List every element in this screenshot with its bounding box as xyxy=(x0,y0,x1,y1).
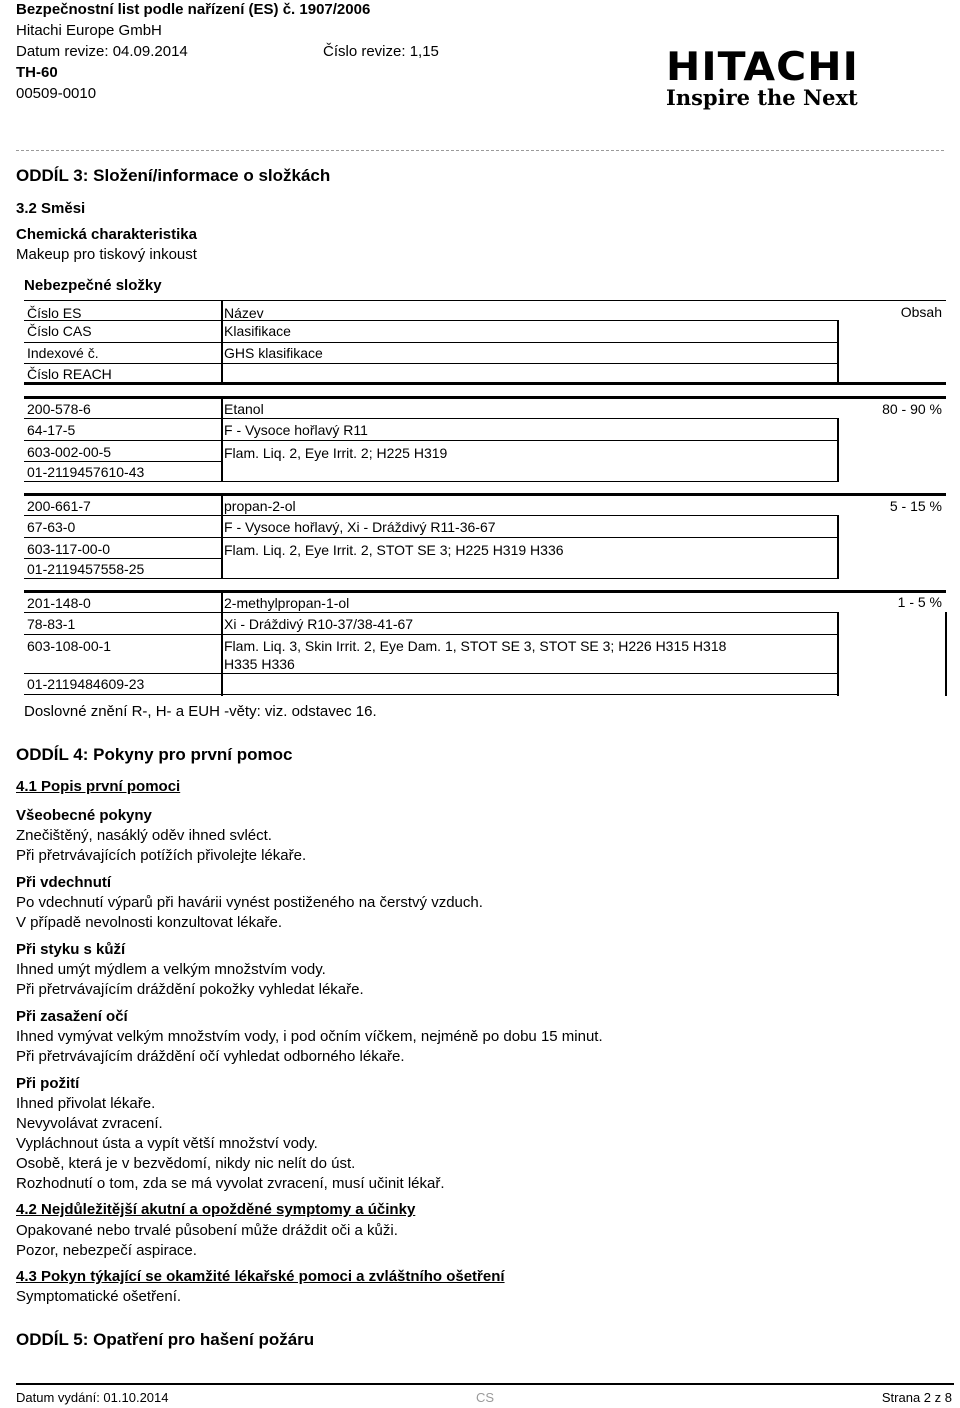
general-line: Znečištěný, nasáklý oděv ihned svléct. xyxy=(16,827,272,844)
col-header-reach: Číslo REACH xyxy=(27,366,112,382)
row1-cas: 64-17-5 xyxy=(27,422,76,438)
row3-es: 201-148-0 xyxy=(27,595,91,611)
product-code: TH-60 xyxy=(16,64,58,81)
page-number: Strana 2 z 8 xyxy=(881,1390,952,1405)
row-rule xyxy=(24,515,838,516)
ingestion-line: Vypláchnout ústa a vypít větší množství vody. xyxy=(16,1135,318,1152)
row2-ghs: Flam. Liq. 2, Eye Irrit. 2, STOT SE 3; H225 H319 H336 xyxy=(224,542,564,558)
header-bottom-rule xyxy=(24,382,946,385)
row2-es: 200-661-7 xyxy=(27,498,91,514)
row3-content: 1 - 5 % xyxy=(897,594,942,610)
row-rule xyxy=(24,320,838,321)
logo-tagline: Inspire the Next xyxy=(666,85,858,110)
skin-line: Při přetrvávajícím dráždění pokožky vyhledat lékaře. xyxy=(16,981,364,998)
section4-title: ODDÍL 4: Pokyny pro první pomoc xyxy=(16,745,293,764)
col-rule xyxy=(945,612,947,696)
col-rule xyxy=(837,612,839,696)
row3-index: 603-108-00-1 xyxy=(27,638,112,654)
ingestion-line: Osobě, která je v bezvědomí, nikdy nic nelít do úst. xyxy=(16,1155,356,1172)
section3-sub: 3.2 Směsi xyxy=(16,200,86,217)
row2-cas: 67-63-0 xyxy=(27,519,76,535)
row3-class: Xi - Dráždivý R10-37/38-41-67 xyxy=(224,616,414,632)
col-header-ghs: GHS klasifikace xyxy=(224,345,323,361)
header-divider xyxy=(16,150,944,151)
general-heading: Všeobecné pokyny xyxy=(16,807,152,824)
row-rule xyxy=(24,461,222,462)
footer-rule xyxy=(16,1383,954,1385)
ingestion-line: Ihned přivolat lékaře. xyxy=(16,1095,156,1112)
section4-sub3: 4.3 Pokyn týkající se okamžité lékařské pomoci a zvláštního ošetření xyxy=(16,1268,505,1285)
row-rule xyxy=(24,363,838,364)
general-line: Při přetrvávajících potížích přivolejte lékaře. xyxy=(16,847,307,864)
section4-sub2: 4.2 Nejdůležitější akutní a opožděné symptomy a účinky xyxy=(16,1201,416,1218)
row-rule xyxy=(24,694,838,695)
row-rule xyxy=(24,673,838,674)
row1-ghs: Flam. Liq. 2, Eye Irrit. 2; H225 H319 xyxy=(224,445,448,461)
row3-ghs-cont: H335 H336 xyxy=(224,656,295,672)
issue-date: Datum vydání: 01.10.2014 xyxy=(16,1390,169,1405)
regulation-title: Bezpečnostní list podle nařízení (ES) č. 1907/2006 xyxy=(16,1,371,18)
col-rule xyxy=(837,418,839,482)
eye-line: Ihned vymývat velkým množstvím vody, i pod očním víčkem, nejméně po dobu 15 minut. xyxy=(16,1028,603,1045)
row2-reach: 01-2119457558-25 xyxy=(27,561,145,577)
row3-cas: 78-83-1 xyxy=(27,616,76,632)
col-rule xyxy=(837,320,839,383)
row1-index: 603-002-00-5 xyxy=(27,444,112,460)
logo-wordmark: HITACHI xyxy=(666,45,859,90)
row-top-rule xyxy=(24,493,946,496)
eye-line: Při přetrvávajícím dráždění očí vyhledat odborného lékaře. xyxy=(16,1048,405,1065)
company-name: Hitachi Europe GmbH xyxy=(16,22,162,39)
row2-index: 603-117-00-0 xyxy=(27,541,111,557)
skin-line: Ihned umýt mýdlem a velkým množstvím vody. xyxy=(16,961,326,978)
symptoms-line: Pozor, nebezpečí aspirace. xyxy=(16,1242,197,1259)
row1-reach: 01-2119457610-43 xyxy=(27,464,145,480)
row1-name: Etanol xyxy=(224,401,264,417)
row-rule xyxy=(24,634,838,635)
col-header-name: Název xyxy=(224,305,264,321)
row-rule xyxy=(24,612,838,613)
ingestion-line: Nevyvolávat zvracení. xyxy=(16,1115,163,1132)
col-header-cas: Číslo CAS xyxy=(27,323,92,339)
hitachi-logo xyxy=(666,45,866,110)
row-rule xyxy=(24,537,838,538)
col-rule xyxy=(221,590,223,696)
col-rule xyxy=(837,515,839,579)
row3-name: 2-methylpropan-1-ol xyxy=(224,595,350,611)
rphrase-note: Doslovné znění R-, H- a EUH -věty: viz. odstavec 16. xyxy=(24,703,377,720)
col-rule xyxy=(221,396,223,482)
row1-es: 200-578-6 xyxy=(27,401,91,417)
row2-content: 5 - 15 % xyxy=(889,498,942,514)
col-header-content: Obsah xyxy=(900,304,942,320)
col-header-class: Klasifikace xyxy=(224,323,291,339)
ingestion-line: Rozhodnutí o tom, zda se má vyvolat zvracení, musí učinit lékař. xyxy=(16,1175,445,1192)
skin-heading: Při styku s kůží xyxy=(16,941,126,958)
ingestion-heading: Při požití xyxy=(16,1075,80,1092)
row2-class: F - Vysoce hořlavý, Xi - Dráždivý R11-36-67 xyxy=(224,519,496,535)
row-rule xyxy=(24,342,838,343)
chem-label: Chemická charakteristika xyxy=(16,226,197,243)
inhalation-line: Po vdechnutí výparů při havárii vynést postiženého na čerstvý vzduch. xyxy=(16,894,483,911)
section5-title: ODDÍL 5: Opatření pro hašení požáru xyxy=(16,1330,315,1349)
revision-date: Datum revize: 04.09.2014 xyxy=(16,43,188,60)
row-rule xyxy=(24,440,838,441)
row-rule xyxy=(24,418,838,419)
symptoms-line: Opakované nebo trvalé působení může dráždit oči a kůži. xyxy=(16,1222,398,1239)
eye-heading: Při zasažení očí xyxy=(16,1008,128,1025)
row2-name: propan-2-ol xyxy=(224,498,296,514)
section4-sub1: 4.1 Popis první pomoci xyxy=(16,778,181,795)
row3-reach: 01-2119484609-23 xyxy=(27,676,145,692)
row-top-rule xyxy=(24,590,946,593)
row-rule xyxy=(24,578,838,579)
row-top-rule xyxy=(24,396,946,399)
col-rule xyxy=(221,493,223,579)
chem-value: Makeup pro tiskový inkoust xyxy=(16,246,197,263)
row-rule xyxy=(24,558,222,559)
section3-title: ODDÍL 3: Složení/informace o složkách xyxy=(16,166,331,185)
row1-class: F - Vysoce hořlavý R11 xyxy=(224,422,368,438)
row1-content: 80 - 90 % xyxy=(882,401,942,417)
col-header-index: Indexové č. xyxy=(27,345,99,361)
table-top-rule xyxy=(24,300,946,301)
treatment-line: Symptomatické ošetření. xyxy=(16,1288,182,1305)
language-code: CS xyxy=(476,1390,495,1405)
col-rule xyxy=(221,300,223,383)
revision-number: Číslo revize: 1,15 xyxy=(323,43,439,60)
inhalation-line: V případě nevolnosti konzultovat lékaře. xyxy=(16,914,282,931)
hazard-label: Nebezpečné složky xyxy=(24,277,162,294)
col-header-es: Číslo ES xyxy=(27,305,82,321)
product-number: 00509-0010 xyxy=(16,85,97,102)
row-rule xyxy=(24,481,838,482)
row3-ghs: Flam. Liq. 3, Skin Irrit. 2, Eye Dam. 1, STOT SE 3, STOT SE 3; H226 H315 H318 xyxy=(224,638,727,654)
inhalation-heading: Při vdechnutí xyxy=(16,874,112,891)
